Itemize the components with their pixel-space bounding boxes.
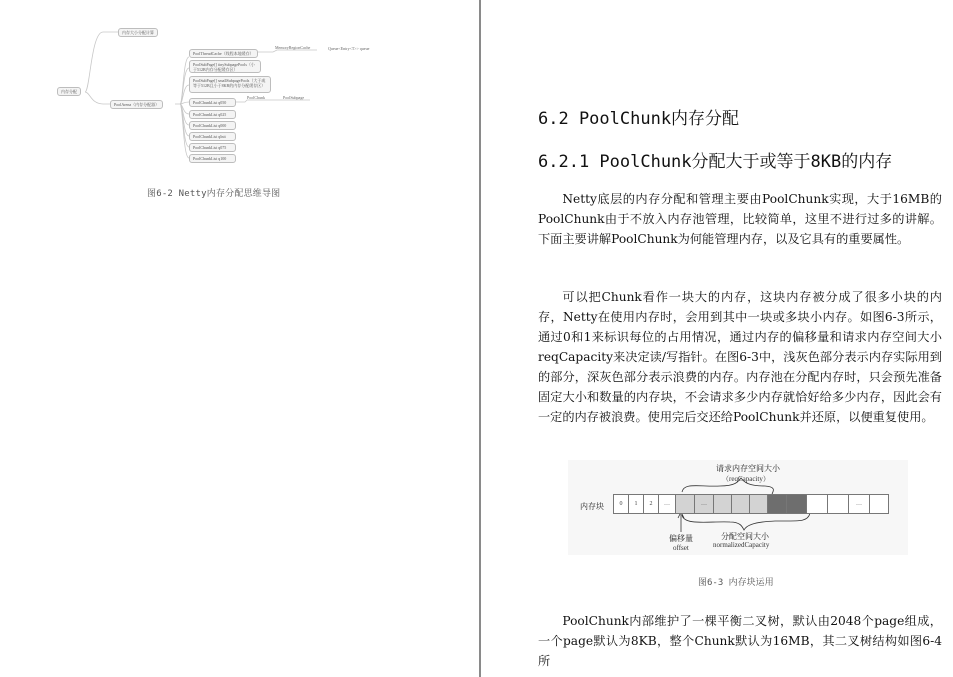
memory-cell: … — [658, 494, 676, 514]
mindmap-label-poolchunk: PoolChunk — [247, 95, 266, 100]
mindmap-node-small-subpage: PoolSubPage[] smallSubpagePools（大于或等于512B且小于8KB的内存分配缓存区） — [189, 76, 271, 93]
fig-label-normalized: 分配空间大小 — [721, 532, 769, 541]
fig-sub-offset: offset — [673, 544, 689, 552]
figure-6-3-caption: 图6-3 内存块运用 — [698, 578, 774, 588]
memory-cell — [713, 494, 732, 514]
mindmap-label-poolsubpage: PoolSubpage — [283, 95, 305, 100]
memory-cells — [614, 494, 889, 514]
mindmap-node-q075: PoolChunkList q075 — [189, 143, 236, 152]
memory-cell — [767, 494, 787, 514]
memory-cell: 2 — [643, 494, 659, 514]
mindmap-node-q000: PoolChunkList q000 — [189, 121, 236, 130]
memory-cell: 0 — [613, 494, 629, 514]
fig-sub-normalized: normalizedCapacity — [713, 541, 770, 549]
mindmap-node-q050: PoolChunkList q050 — [189, 98, 236, 107]
mindmap-label-memoryregioncache: MemoryRegionCache — [275, 45, 311, 50]
mindmap-node-qinit: PoolChunkList qInit — [189, 132, 236, 141]
fig-label-reqcapacity: 请求内存空间大小 — [716, 464, 780, 473]
subsection-title: 6.2.1 PoolChunk分配大于或等于8KB的内存 — [538, 152, 893, 172]
mindmap-node-q025: PoolChunkList q025 — [189, 110, 236, 119]
memory-cell: … — [848, 494, 870, 514]
figure-6-2-caption: 图6-2 Netty内存分配思维导图 — [147, 189, 281, 199]
memory-cell — [731, 494, 750, 514]
fig-row-label: 内存块 — [580, 502, 604, 511]
mindmap-node-threadcache: PoolThreadCache（线程本地缓存） — [189, 49, 258, 58]
paragraph-1: Netty底层的内存分配和管理主要由PoolChunk实现，大于16MB的PoolChunk由于不放入内存池管理，比较简单，这里不进行过多的讲解。下面主要讲解PoolChunk为何能管理内存，以及它具有的重要属性。 — [538, 192, 942, 246]
memory-cell: 1 — [628, 494, 644, 514]
memory-cell: … — [694, 494, 714, 514]
memory-cell — [786, 494, 807, 514]
memory-cell — [827, 494, 849, 514]
mindmap-root-node: 内存分配 — [57, 87, 81, 96]
mindmap-label-queue: Queue<Entry<T>> queue — [328, 46, 370, 51]
fig-label-offset: 偏移量 — [669, 534, 693, 543]
section-title: 6.2 PoolChunk内存分配 — [538, 109, 740, 129]
memory-cell — [806, 494, 828, 514]
paragraph-3: PoolChunk内部维护了一棵平衡二叉树，默认由2048个page组成，一个page默认为8KB，整个Chunk默认为16MB，其二叉树结构如图6-4所 — [538, 614, 942, 668]
fig-sub-reqcapacity: （reqCapacity） — [722, 475, 770, 483]
mindmap-node-tiny-subpage: PoolSubPage[] tinySubpagePools（小于512B内存分配缓存区） — [189, 60, 261, 73]
memory-cell — [675, 494, 695, 514]
memory-cell — [869, 494, 889, 514]
mindmap-node-size-calc: 内存大小分配计算 — [118, 28, 158, 37]
memory-cell — [749, 494, 768, 514]
paragraph-2: 可以把Chunk看作一块大的内存，这块内存被分成了很多小块的内存，Netty在使用内存时，会用到其中一块或多块小内存。如图6-3所示，通过0和1来标识每位的占用情况，通过内存的偏移量和请求内存空间大小reqCapacity来决定读/写指针。在图6-3中，浅灰色部分表示内存实际用到的部分，深灰色部分表示浪费的内存。内存池在分配内存时，只会预先准备固定大小和数量的内存块，不会请求多少内存就恰好给多少内存，因此会有一定的内存被浪费。使用完后交还给PoolChunk并还原，以便重复使用。 — [538, 290, 942, 424]
mindmap-node-q100: PoolChunkList q100 — [189, 154, 236, 163]
mindmap-node-poolarena: PoolArena（内存分配器） — [110, 100, 163, 109]
